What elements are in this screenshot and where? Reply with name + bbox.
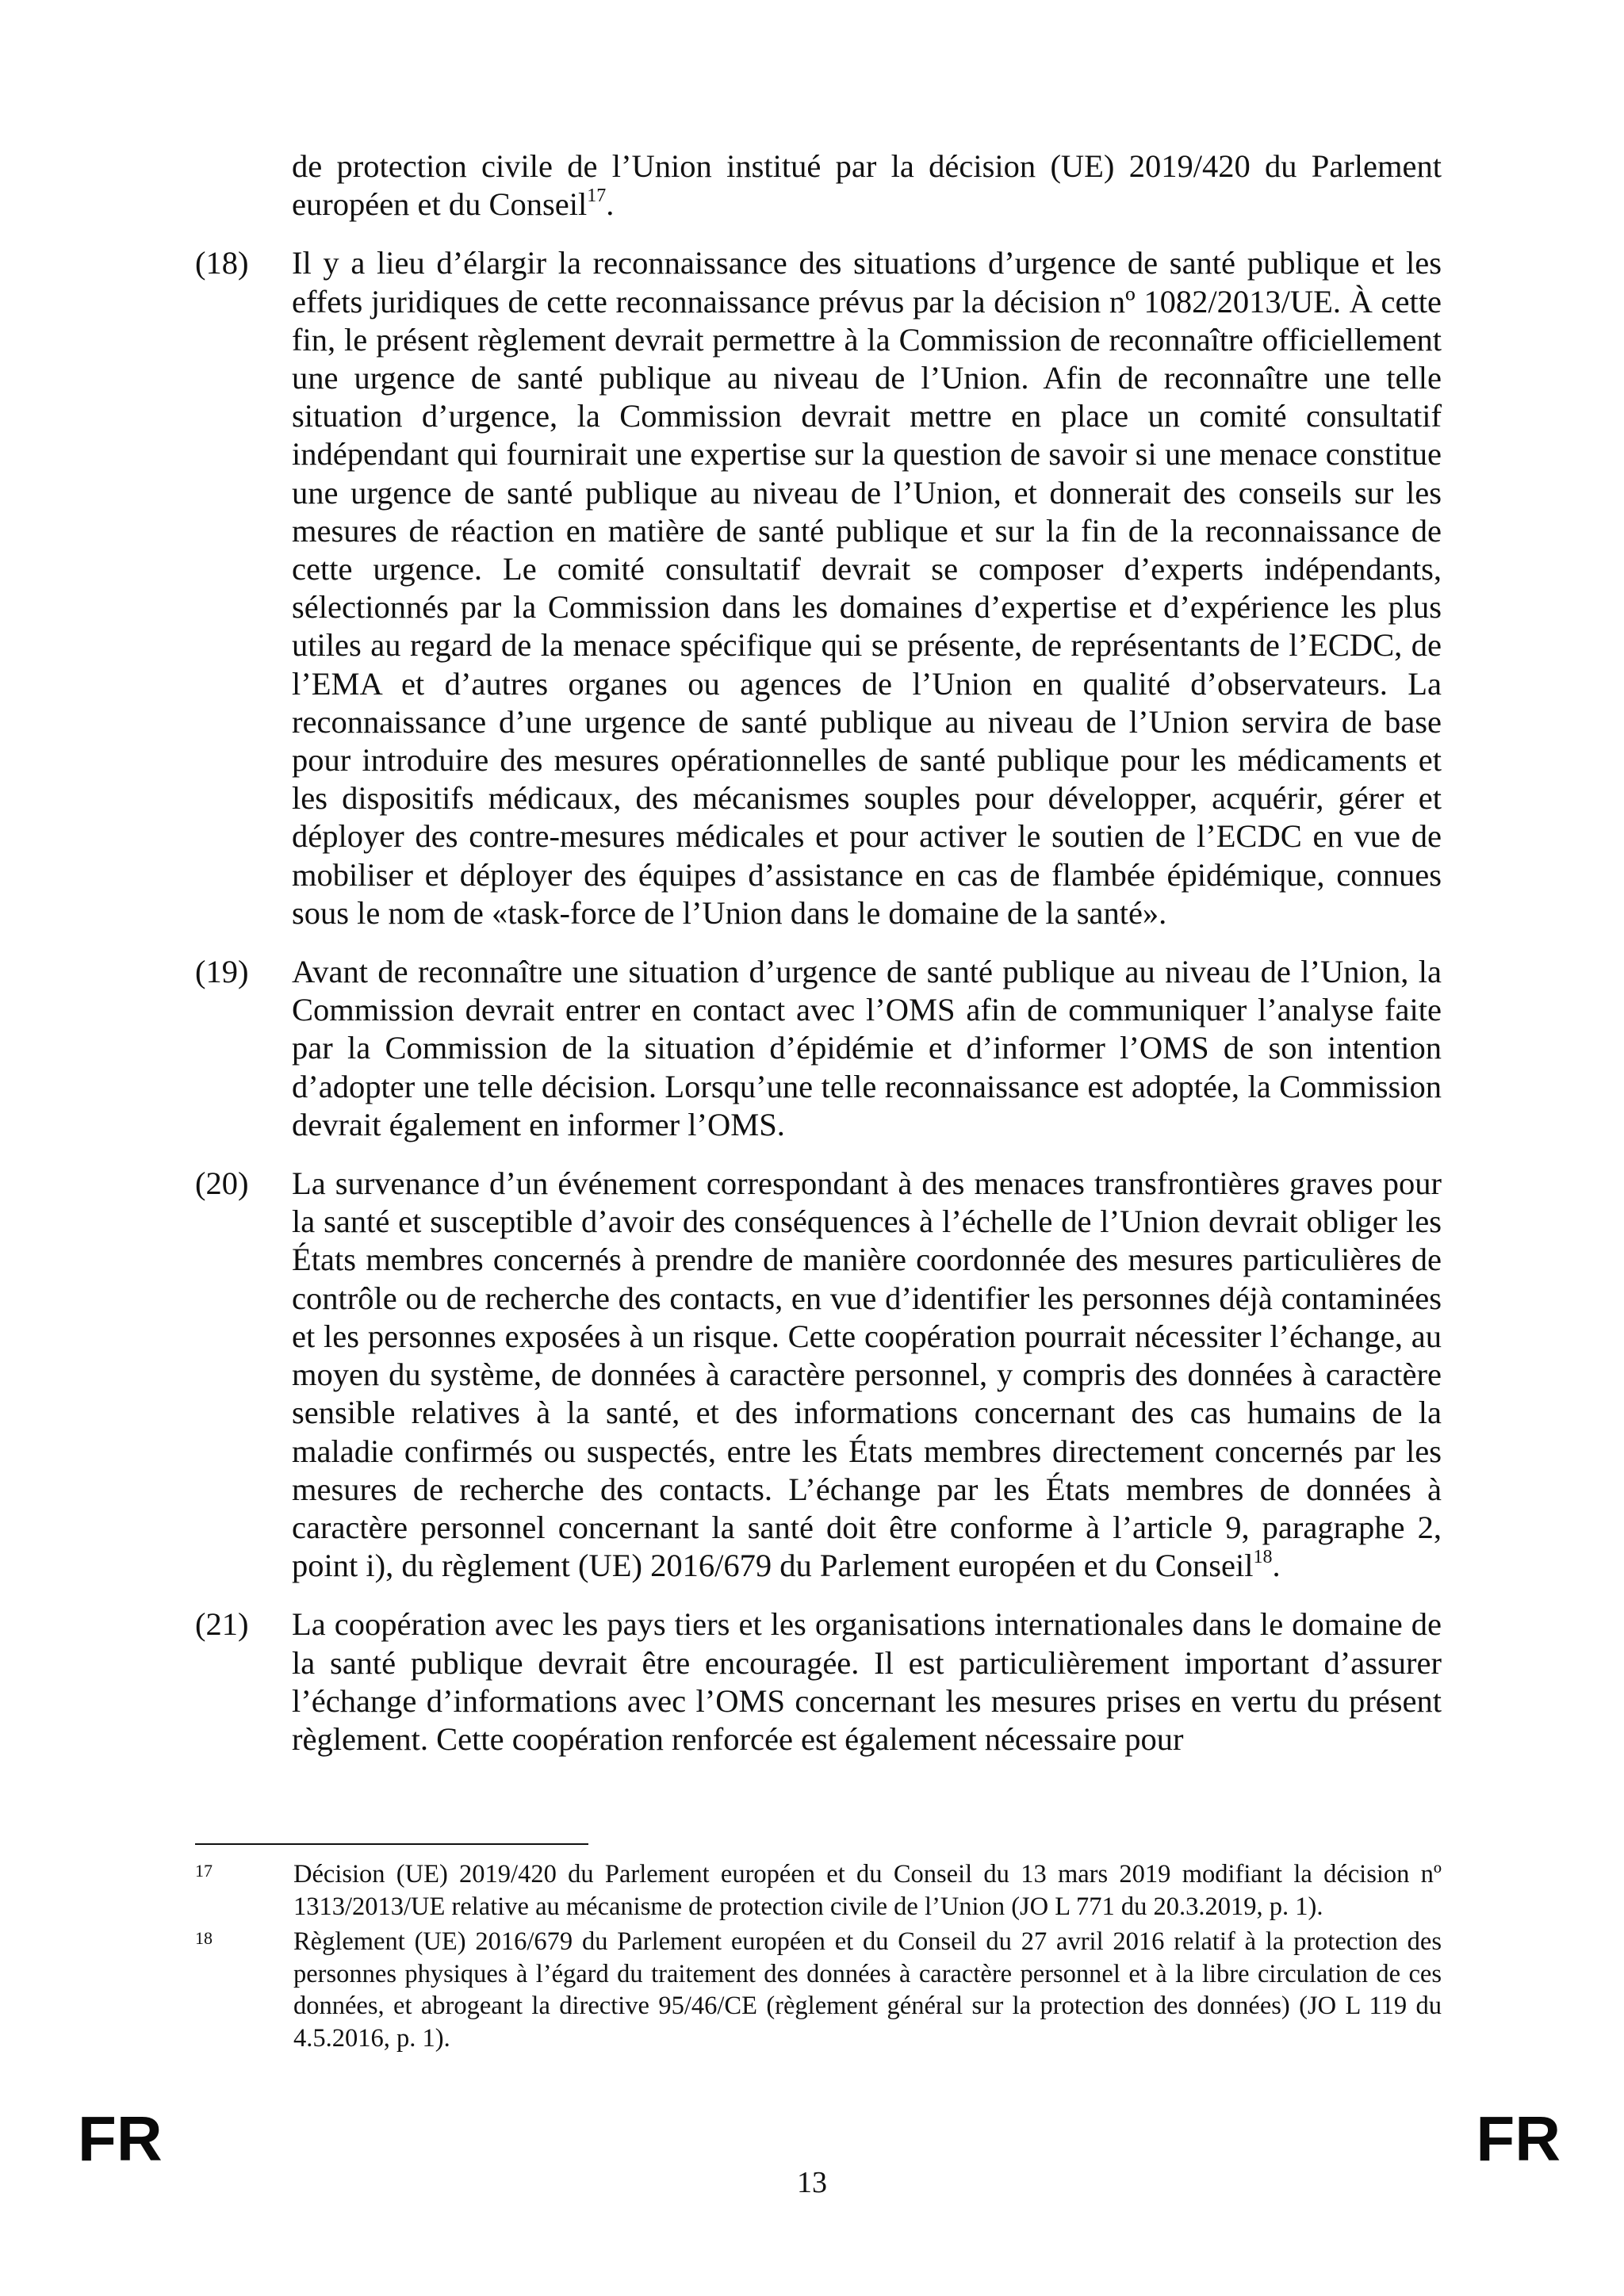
- footnote-reference[interactable]: 17: [587, 185, 607, 206]
- recital-text: Avant de reconnaître une situation d’urgence de santé publique au niveau de l’Union, la Commission devrait entrer en contact avec l’OMS afin de communiquer l’analyse faite par la Commission de la situation d’épidémie et d’informer l’OMS de son intention d’adopter une telle décision. Lorsqu’une telle reconnaissance est adoptée, la Commission devrait également en informer l’OMS.: [292, 954, 1442, 1142]
- page-number: 13: [797, 2166, 827, 2199]
- footnote-number: 17: [195, 1861, 213, 1881]
- document-body: [195, 147, 1442, 1779]
- paragraph-tail: .: [606, 186, 615, 223]
- recital-21: [195, 1605, 1442, 1758]
- footnote-text: Règlement (UE) 2016/679 du Parlement européen et du Conseil du 27 avril 2016 relatif à la protection des personnes physiques à l’égard du traitement des données à caractère personnel et à la libre circulation de ces données, et abrogeant la directive 95/46/CE (règlement général sur la protection des données) (JO L 119 du 4.5.2016, p. 1).: [293, 1927, 1442, 2053]
- recital-text-container: [292, 1165, 1442, 1585]
- continued-paragraph: [292, 147, 1442, 224]
- recital-19: [195, 953, 1442, 1144]
- recital-number: (19): [195, 954, 249, 990]
- language-code-right: FR: [1476, 2103, 1561, 2174]
- footnote-reference[interactable]: 18: [1253, 1546, 1273, 1567]
- recital-18: [195, 244, 1442, 932]
- recital-text: Il y a lieu d’élargir la reconnaissance des situations d’urgence de santé publique et les effets juridiques de cette reconnaissance prévus par la décision nº 1082/2013/UE. À cette fin, le présent règlement devrait permettre à la Commission de reconnaître officiellement une urgence de santé publique au niveau de l’Union. Afin de reconnaître une telle situation d’urgence, la Commission devrait mettre en place un comité consultatif indépendant qui fournirait une expertise sur la question de savoir si une menace constitue une urgence de santé publique au niveau de l’Union, et donnerait des conseils sur les mesures de réaction en matière de santé publique et sur la fin de la reconnaissance de cette urgence. Le comité consultatif devrait se composer d’experts indépendants, sélectionnés par la Commission dans les domaines d’expertise et d’expérience les plus utiles au regard de la menace spécifique qui se présente, de représentants de l’ECDC, de l’EMA et d’autres organes ou agences de l’Union en qualité d’observateurs. La reconnaissance d’une urgence de santé publique au niveau de l’Union servira de base pour introduire des mesures opérationnelles de santé publique pour les médicaments et les dispositifs médicaux, des mécanismes souples pour développer, acquérir, gérer et déployer des contre-mesures médicales et pour activer le soutien de l’ECDC en vue de mobiliser et déployer des équipes d’assistance en cas de flambée épidémique, connues sous le nom de «task-force de l’Union dans le domaine de la santé».: [292, 245, 1442, 931]
- recital-text: La survenance d’un événement correspondant à des menaces transfrontières graves pour la santé et susceptible d’avoir des conséquences à l’échelle de l’Union devrait obliger les États membres concernés à prendre de manière coordonnée des mesures particulières de contrôle ou de recherche des contacts, en vue d’identifier les personnes déjà contaminées et les personnes exposées à un risque. Cette coopération pourrait nécessiter l’échange, au moyen du système, de données à caractère personnel, y compris des données à caractère sensible relatives à la santé, et des informations concernant des cas humains de la maladie confirmés ou suspectés, entre les États membres directement concernés par les mesures de recherche des contacts. L’échange par les États membres de données à caractère personnel concernant la santé doit être conforme à l’article 9, paragraphe 2, point i), du règlement (UE) 2016/679 du Parlement européen et du Conseil: [292, 1165, 1442, 1584]
- recital-20: [195, 1165, 1442, 1585]
- footnote-18: [195, 1926, 1442, 2054]
- recital-number: (21): [195, 1606, 249, 1643]
- recital-tail: .: [1272, 1548, 1281, 1584]
- footnote-17: [195, 1858, 1442, 1923]
- footnote-text: Décision (UE) 2019/420 du Parlement européen et du Conseil du 13 mars 2019 modifiant la décision nº 1313/2013/UE relative au mécanisme de protection civile de l’Union (JO L 771 du 20.3.2019, p. 1).: [293, 1860, 1442, 1921]
- recital-number: (18): [195, 245, 249, 281]
- recital-text: La coopération avec les pays tiers et les organisations internationales dans le domaine de la santé publique devrait être encouragée. Il est particulièrement important d’assurer l’échange d’informations avec l’OMS concernant les mesures prises en vertu du présent règlement. Cette coopération renforcée est également nécessaire pour: [292, 1606, 1442, 1757]
- recital-number: (20): [195, 1165, 249, 1202]
- footnotes: [195, 1858, 1442, 2057]
- paragraph-text: de protection civile de l’Union institué par la décision (UE) 2019/420 du Parlement européen et du Conseil: [292, 148, 1442, 223]
- language-code-left: FR: [78, 2103, 163, 2174]
- footnote-separator: [195, 1843, 588, 1845]
- footnote-number: 18: [195, 1928, 213, 1948]
